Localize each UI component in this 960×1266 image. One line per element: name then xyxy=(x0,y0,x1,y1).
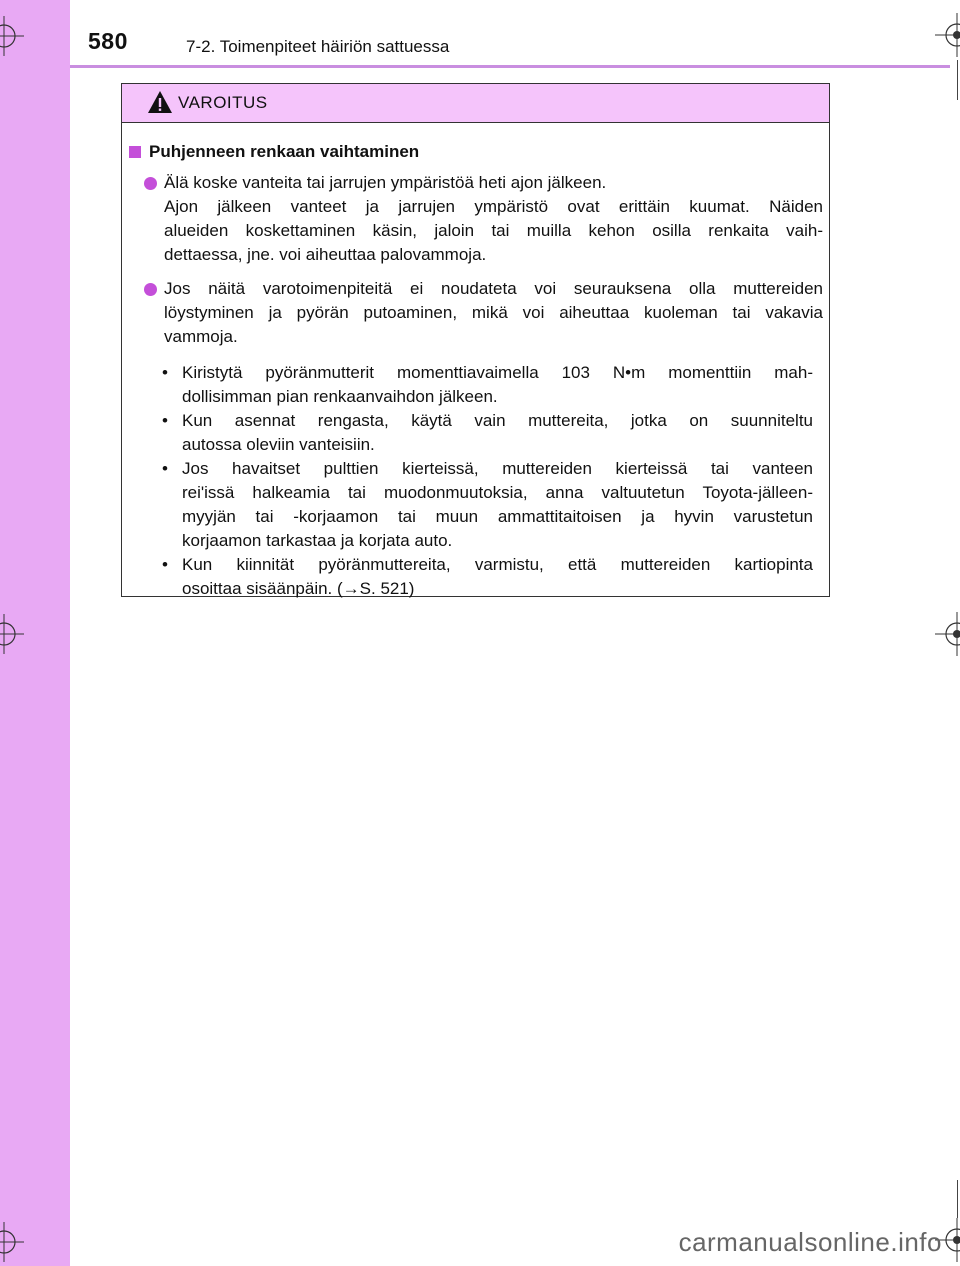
sub-bullet-line: rei'issä halkeamia tai muodonmuutoksia, anna valtuutetun Toyota-jälleen- xyxy=(182,483,813,502)
sub-bullet-item xyxy=(162,409,813,457)
bullet-line: alueiden koskettaminen käsin, jaloin tai muilla kehon osilla renkaita vaih- xyxy=(164,221,823,240)
square-bullet-icon xyxy=(129,146,141,158)
sub-bullet-list xyxy=(128,361,823,601)
bullet-line: Jos näitä varotoimenpiteitä ei noudateta voi seurauksena olla muttereiden xyxy=(164,279,823,298)
sub-bullet-line: dollisimman pian renkaanvaihdon jälkeen. xyxy=(182,387,498,406)
warning-header xyxy=(122,84,829,123)
circle-bullet-icon xyxy=(144,283,157,296)
sub-bullet-line: autossa oleviin vanteisiin. xyxy=(182,435,375,454)
warning-body xyxy=(122,123,829,601)
subheading-text: Puhjenneen renkaan vaihtaminen xyxy=(149,142,420,161)
warning-bullet-1 xyxy=(128,171,823,267)
warning-bullet-2 xyxy=(128,277,823,601)
sub-bullet-line: myyjän tai -korjaamon tai muun ammattitaitoisen ja hyvin varustetun xyxy=(182,507,813,526)
header-rule xyxy=(70,65,950,68)
sub-bullet-item xyxy=(162,553,813,601)
bullet-line: Ajon jälkeen vanteet ja jarrujen ympäristö ovat erittäin kuumat. Näiden xyxy=(164,197,823,216)
section-title: 7-2. Toimenpiteet häiriön sattuessa xyxy=(186,37,450,56)
sub-bullet-marker: • xyxy=(162,363,168,382)
sub-bullet-line: Kun asennat rengasta, käytä vain muttereita, jotka on suunniteltu xyxy=(182,411,813,430)
sub-bullet-marker: • xyxy=(162,555,168,574)
sub-bullet-marker: • xyxy=(162,459,168,478)
sub-bullet-marker: • xyxy=(162,411,168,430)
circle-bullet-icon xyxy=(144,177,157,190)
warning-triangle-icon xyxy=(147,90,173,119)
trim-line-right-bottom xyxy=(957,1180,958,1218)
bullet-line: löystyminen ja pyörän putoaminen, mikä voi aiheuttaa kuoleman tai vakavia xyxy=(164,303,823,322)
sub-bullet-line: Jos havaitset pulttien kierteissä, muttereiden kierteissä tai vanteen xyxy=(182,459,813,478)
sub-bullet-item xyxy=(162,457,813,553)
bullet-line: vammoja. xyxy=(164,327,238,346)
bullet-line: dettaessa, jne. voi aiheuttaa palovammoja. xyxy=(164,245,487,264)
sub-bullet-line: osoittaa sisäänpäin. (→S. 521) xyxy=(182,579,415,598)
sub-bullet-line: Kun kiinnität pyöränmuttereita, varmistu, että muttereiden kartiopinta xyxy=(182,555,813,574)
page-number: 580 xyxy=(88,28,128,54)
bullet-line: Älä koske vanteita tai jarrujen ympäristöä heti ajon jälkeen. xyxy=(164,173,607,192)
trim-line-right-top xyxy=(957,60,958,100)
watermark[interactable]: carmanualsonline.info xyxy=(678,1227,942,1257)
sub-bullet-line: korjaamon tarkastaa ja korjata auto. xyxy=(182,531,453,550)
sub-bullet-item xyxy=(162,361,813,409)
warning-subheading xyxy=(128,141,823,163)
warning-title: VAROITUS xyxy=(178,93,268,112)
sub-bullet-line: Kiristytä pyöränmutterit momenttiavaimella 103 N•m momenttiin mah- xyxy=(182,363,813,382)
warning-box xyxy=(121,83,830,597)
